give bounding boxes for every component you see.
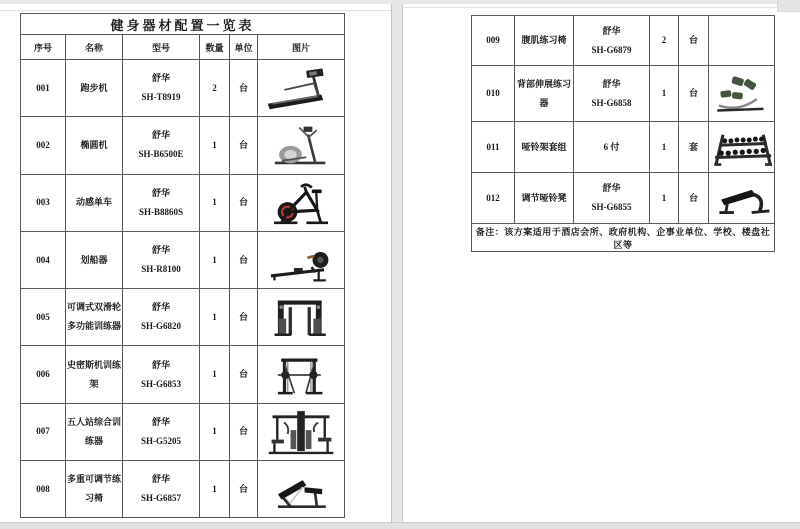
spin-bike-image <box>258 174 345 231</box>
table-row <box>21 117 345 174</box>
cell-unit: 台 <box>679 16 709 66</box>
dumbbell-rack-image <box>709 122 775 173</box>
title-row <box>21 14 345 35</box>
page-corner-artifact <box>777 0 800 12</box>
cell-quantity: 1 <box>200 117 230 174</box>
cell-name: 背部伸展练习 器 <box>515 66 574 122</box>
document-page-2 <box>402 4 800 522</box>
table-row <box>472 173 775 224</box>
cell-name: 动感单车 <box>66 174 123 231</box>
cell-unit: 台 <box>679 66 709 122</box>
column-header-0: 序号 <box>21 35 66 60</box>
treadmill-image <box>258 60 345 117</box>
cell-unit: 台 <box>230 461 258 518</box>
document-page-1 <box>0 4 392 522</box>
cell-unit: 台 <box>230 60 258 117</box>
table-row <box>21 174 345 231</box>
margin-guide <box>403 7 800 8</box>
column-header-4: 单位 <box>230 35 258 60</box>
dumbbell-bench-image <box>709 173 775 224</box>
cell-serial: 005 <box>21 289 66 346</box>
cell-model: 舒华 SH-R8100 <box>123 231 200 288</box>
cell-model: 舒华 SH-G6820 <box>123 289 200 346</box>
column-header-3: 数量 <box>200 35 230 60</box>
table-row <box>21 346 345 403</box>
cell-quantity: 1 <box>650 122 679 173</box>
cell-name: 椭圆机 <box>66 117 123 174</box>
cell-name: 可调式双滑轮 多功能训练器 <box>66 289 123 346</box>
cell-serial: 004 <box>21 231 66 288</box>
cell-serial: 010 <box>472 66 515 122</box>
cell-quantity: 1 <box>200 231 230 288</box>
functional-trainer-image <box>258 289 345 346</box>
equipment-table-page1 <box>20 13 345 518</box>
table-row <box>21 231 345 288</box>
column-header-2: 型号 <box>123 35 200 60</box>
cell-serial: 007 <box>21 403 66 460</box>
cell-unit: 台 <box>230 174 258 231</box>
cell-serial: 011 <box>472 122 515 173</box>
table-row <box>472 16 775 66</box>
cell-quantity: 1 <box>200 289 230 346</box>
cell-serial: 009 <box>472 16 515 66</box>
cell-unit: 台 <box>230 231 258 288</box>
empty-picture-cell <box>709 16 775 66</box>
cell-serial: 002 <box>21 117 66 174</box>
cell-model: 舒华 SH-G6853 <box>123 346 200 403</box>
note-row <box>472 224 775 252</box>
column-header-5: 图片 <box>258 35 345 60</box>
cell-unit: 台 <box>230 289 258 346</box>
cell-model: 舒华 SH-B6500E <box>123 117 200 174</box>
table-row <box>472 122 775 173</box>
cell-serial: 012 <box>472 173 515 224</box>
cell-quantity: 1 <box>200 461 230 518</box>
cell-unit: 台 <box>679 173 709 224</box>
smith-machine-image <box>258 346 345 403</box>
cell-name: 调节哑铃凳 <box>515 173 574 224</box>
column-header-1: 名称 <box>66 35 123 60</box>
cell-serial: 001 <box>21 60 66 117</box>
cell-quantity: 1 <box>650 173 679 224</box>
cell-model: 6 付 <box>574 122 650 173</box>
cell-model: 舒华 SH-G6879 <box>574 16 650 66</box>
cell-model: 舒华 SH-T8919 <box>123 60 200 117</box>
cell-quantity: 1 <box>200 346 230 403</box>
cell-name: 划船器 <box>66 231 123 288</box>
margin-guide <box>0 10 391 11</box>
multi-station-image <box>258 403 345 460</box>
cell-name: 史密斯机训练 架 <box>66 346 123 403</box>
cell-quantity: 1 <box>200 174 230 231</box>
cell-quantity: 1 <box>650 66 679 122</box>
cell-name: 多重可调节练 习椅 <box>66 461 123 518</box>
cell-quantity: 2 <box>200 60 230 117</box>
cell-unit: 台 <box>230 403 258 460</box>
equipment-table-page2 <box>471 15 775 252</box>
cell-unit: 套 <box>679 122 709 173</box>
cell-serial: 008 <box>21 461 66 518</box>
cell-model: 舒华 SH-B8860S <box>123 174 200 231</box>
table-row <box>21 461 345 518</box>
cell-name: 腹肌练习椅 <box>515 16 574 66</box>
adjustable-bench-image <box>258 461 345 518</box>
cell-name: 五人站综合训 练器 <box>66 403 123 460</box>
cell-model: 舒华 SH-G6855 <box>574 173 650 224</box>
cell-unit: 台 <box>230 346 258 403</box>
cell-serial: 003 <box>21 174 66 231</box>
table-title: 健身器材配置一览表 <box>21 14 345 35</box>
cell-unit: 台 <box>230 117 258 174</box>
elliptical-image <box>258 117 345 174</box>
note-text: 备注：该方案适用于酒店会所、政府机构、企事业单位、学校、楼盘社区等 <box>472 224 775 252</box>
table-row <box>21 289 345 346</box>
cell-quantity: 1 <box>200 403 230 460</box>
back-extension-image <box>709 66 775 122</box>
table-row <box>21 60 345 117</box>
cell-quantity: 2 <box>650 16 679 66</box>
table-row <box>21 403 345 460</box>
cell-name: 跑步机 <box>66 60 123 117</box>
rowing-machine-image <box>258 231 345 288</box>
table-row <box>472 66 775 122</box>
cell-model: 舒华 SH-G6857 <box>123 461 200 518</box>
table-header-row <box>21 35 345 60</box>
cell-model: 舒华 SH-G6858 <box>574 66 650 122</box>
cell-serial: 006 <box>21 346 66 403</box>
cell-model: 舒华 SH-G5205 <box>123 403 200 460</box>
cell-name: 哑铃架套组 <box>515 122 574 173</box>
